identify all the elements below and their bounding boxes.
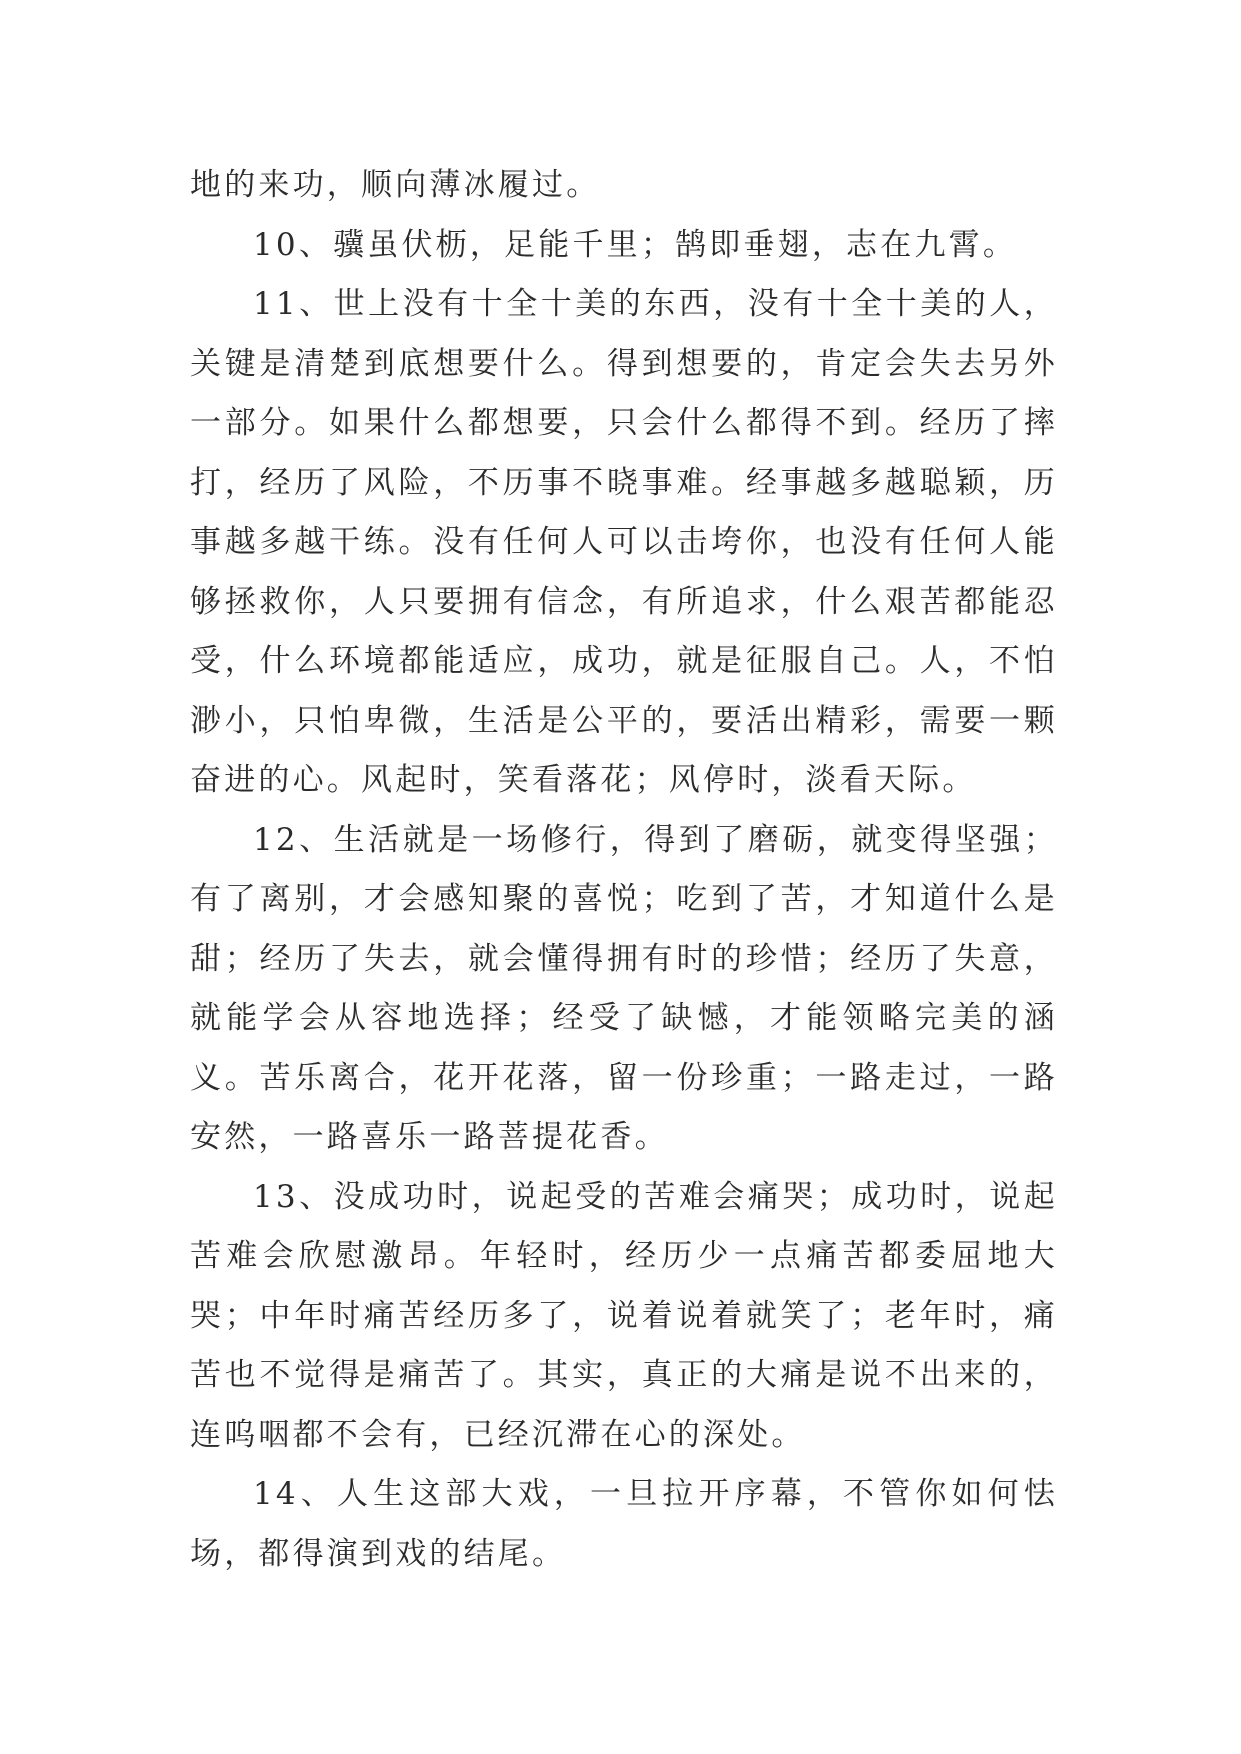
paragraph-continuation: 地的来功，顺向薄冰履过。: [190, 167, 601, 203]
paragraph-13: 13、没成功时，说起受的苦难会痛哭；成功时，说起苦难会欣慰激昂。年轻时，经历少一点痛苦都委屈地大哭；中年时痛苦经历多了，说着说着就笑了；老年时，痛苦也不觉得是痛苦了。其实，真正的大痛是说不出来的，连呜咽都不会有，已经沉滞在心的深处。: [190, 1178, 1058, 1453]
paragraph-11: 11、世上没有十全十美的东西，没有十全十美的人，关键是清楚到底想要什么。得到想要的，肯定会失去另外一部分。如果什么都想要，只会什么都得不到。经历了摔打，经历了风险，不历事不晓事难。经事越多越聪颖，历事越多越干练。没有任何人可以击垮你，也没有任何人能够拯救你，人只要拥有信念，有所追求，什么艰苦都能忍受，什么环境都能适应，成功，就是征服自己。人，不怕渺小，只怕卑微，生活是公平的，要活出精彩，需要一颗奋进的心。风起时，笑看落花；风停时，淡看天际。: [190, 286, 1058, 798]
paragraph-12: 12、生活就是一场修行，得到了磨砺，就变得坚强；有了离别，才会感知聚的喜悦；吃到了苦，才知道什么是甜；经历了失去，就会懂得拥有时的珍惜；经历了失意，就能学会从容地选择；经受了缺憾，才能领略完美的涵义。苦乐离合，花开花落，留一份珍重；一路走过，一路安然，一路喜乐一路菩提花香。: [190, 821, 1058, 1155]
document-body: [190, 156, 1058, 1584]
paragraph-10: 10、骥虽伏枥，足能千里；鹄即垂翅，志在九霄。: [253, 226, 1018, 263]
paragraph-14: 14、人生这部大戏，一旦拉开序幕，不管你如何怯场，都得演到戏的结尾。: [190, 1476, 1058, 1572]
